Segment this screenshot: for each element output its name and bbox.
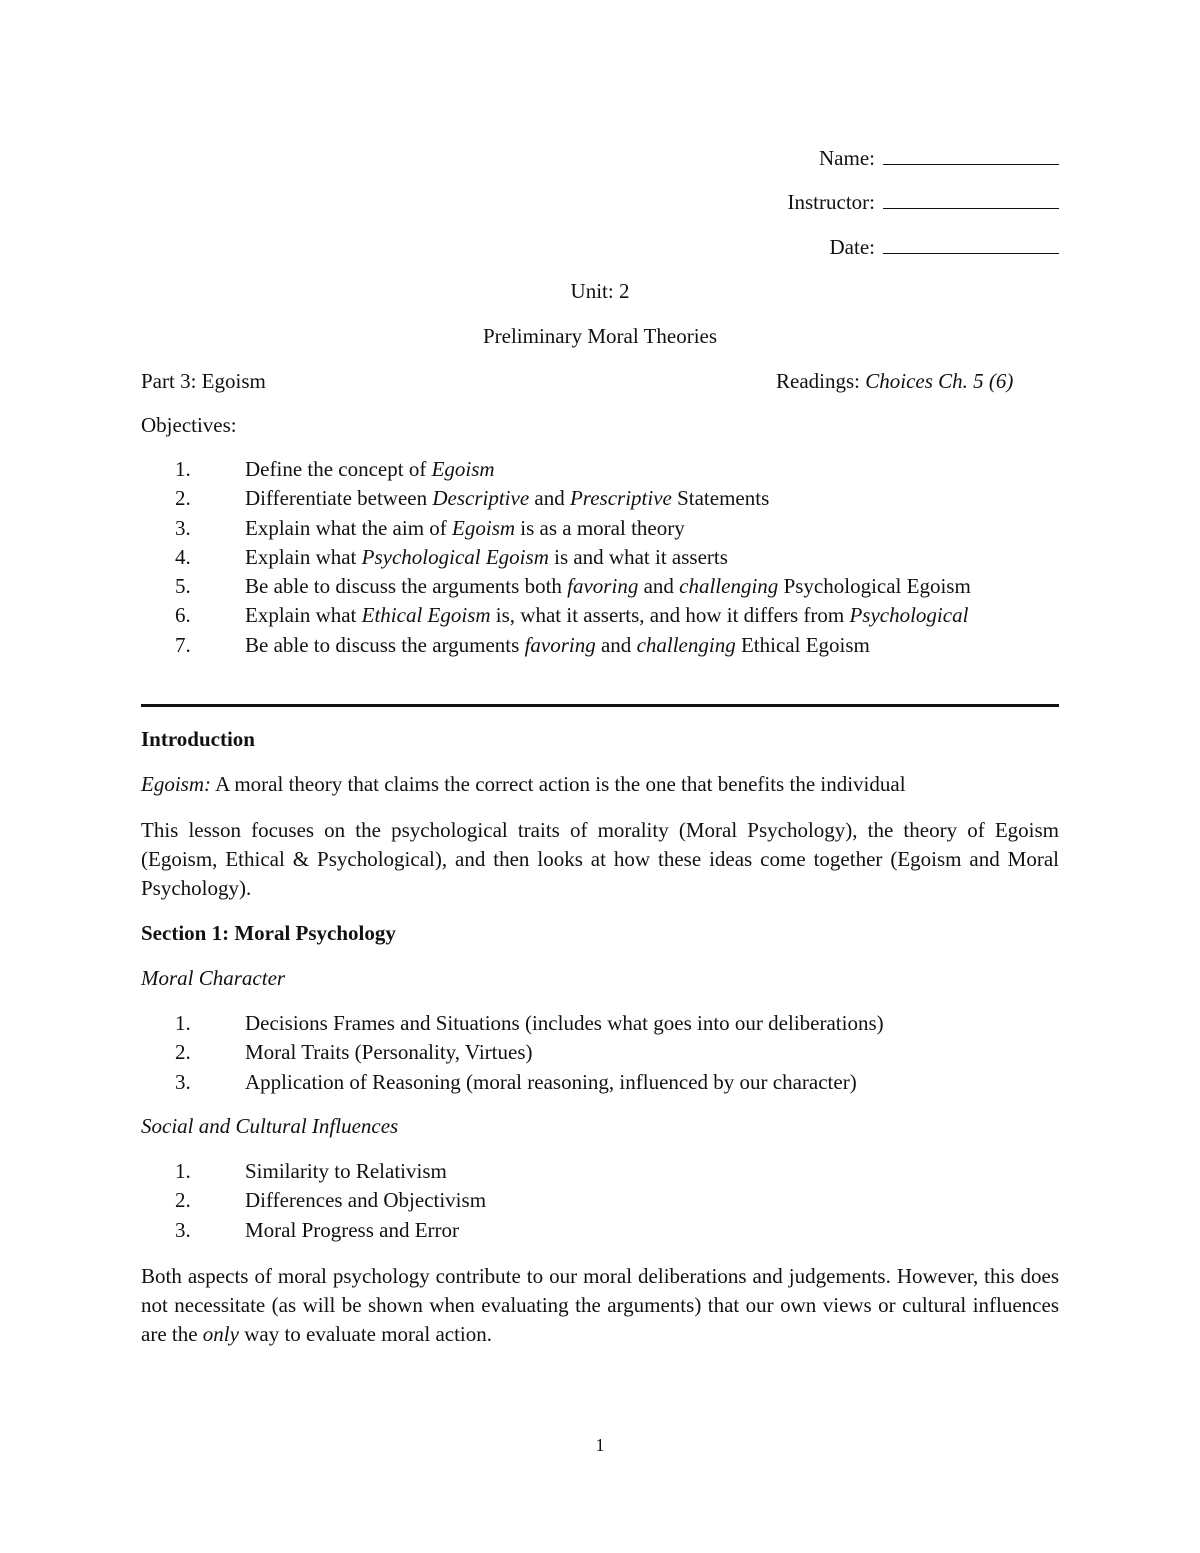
list-item-text [245,574,971,598]
instructor-label: Instructor: [787,190,875,214]
text-run: and [638,574,680,599]
name-field [659,144,1059,170]
emphasized-term: challenging [679,574,779,599]
text-run: Differentiate between [245,486,433,511]
section-divider [141,704,1059,707]
closing-paragraph [141,1262,1059,1348]
list-item-number: 7. [175,632,191,657]
list-item-number: 4. [175,544,191,569]
egoism-definition [141,772,906,796]
list-item-number: 1. [175,1159,191,1183]
section1-heading: Section 1: Moral Psychology [141,921,396,945]
list-item-text [245,545,728,569]
list-item-number: 3. [175,1217,191,1242]
egoism-definition-text: A moral theory that claims the correct action is the one that benefits the individual [211,772,906,796]
list-item-text: Moral Traits (Personality, Virtues) [245,1040,533,1065]
emphasized-term: favoring [567,574,639,599]
text-run: and [595,632,637,657]
introduction-paragraph: This lesson focuses on the psychological traits of morality (Moral Psychology), the theory of Egoism (Egoism, Ethical & Psychological), and then looks at how these ideas come together (Egoism and Moral Psychology). [141,818,1059,900]
list-item-number: 6. [175,603,191,628]
egoism-term: Egoism: [141,772,211,796]
date-blank-line [883,233,1059,254]
text-run: Ethical Egoism [735,632,870,657]
page-title: Preliminary Moral Theories [482,324,718,348]
date-label: Date: [829,235,875,259]
readings [776,369,1013,393]
text-run: Explain what [245,603,362,628]
instructor-field [659,188,1059,214]
introduction-heading: Introduction [141,727,255,751]
text-run: Explain what the aim of [245,515,453,540]
text-run: Define the concept of [245,457,432,481]
text-run: Psychological Egoism [778,574,971,599]
list-item-text: Application of Reasoning (moral reasoning, influenced by our character) [245,1069,857,1094]
text-run: Explain what [245,544,362,569]
closing-emphasis: only [202,1321,239,1346]
list-item-text: Decisions Frames and Situations (includes what goes into our deliberations) [245,1011,884,1035]
text-run: is, what it asserts, and how it differs from [490,603,850,628]
list-item-text [245,603,968,627]
list-item-number: 2. [175,1188,191,1213]
list-item-text: Differences and Objectivism [245,1188,487,1213]
social-cultural-heading [141,1114,398,1138]
emphasized-term: Psychological [849,603,969,628]
list-item-text: Moral Progress and Error [245,1217,460,1242]
list-item-number: 2. [175,1040,191,1065]
text-run: is as a moral theory [515,515,685,540]
list-item-number: 2. [175,486,191,511]
emphasized-term: challenging [636,632,736,657]
unit-label: Unit: 2 [570,279,630,303]
list-item-text [245,486,769,510]
list-item-text [245,516,685,540]
emphasized-term: Psychological Egoism [361,544,549,569]
emphasized-term: Prescriptive [569,486,672,511]
list-item-text [245,633,870,657]
emphasized-term: Egoism [431,457,495,481]
date-field [659,233,1059,259]
text-run: and [529,486,570,511]
list-item-number: 3. [175,515,191,540]
list-item-number: 5. [175,574,191,599]
page-number: 1 [595,1435,605,1455]
instructor-blank-line [883,188,1059,209]
closing-text-before: Both aspects of moral psychology contribute to our moral deliberations and judgements. However, this does not necessitate (as will be shown when evaluating the arguments) that our own views or cultural influences are the [141,1264,1059,1346]
readings-value: Choices Ch. 5 (6) [865,369,1014,393]
list-item-number: 1. [175,1011,191,1035]
list-item-number: 1. [175,457,191,481]
emphasized-term: Egoism [452,515,516,540]
list-item-number: 3. [175,1069,191,1094]
name-label: Name: [819,146,875,170]
emphasized-term: Ethical Egoism [361,603,491,628]
text-run: Statements [671,486,770,511]
readings-label: Readings: [776,369,860,393]
list-item-text: Similarity to Relativism [245,1159,447,1183]
closing-text-after: way to evaluate moral action. [238,1321,493,1346]
part-label: Part 3: Egoism [141,369,266,393]
emphasized-term: Descriptive [432,486,530,511]
name-blank-line [883,144,1059,165]
emphasized-term: favoring [524,632,596,657]
list-item-text [245,457,495,481]
moral-character-heading [141,966,285,990]
text-run: is and what it asserts [548,544,728,569]
text-run: Be able to discuss the arguments [245,632,525,657]
objectives-heading: Objectives: [141,413,237,437]
social-cultural-heading-text: Social and Cultural Influences [141,1114,399,1138]
moral-character-heading-text: Moral Character [141,966,286,990]
text-run: Be able to discuss the arguments both [245,574,568,599]
